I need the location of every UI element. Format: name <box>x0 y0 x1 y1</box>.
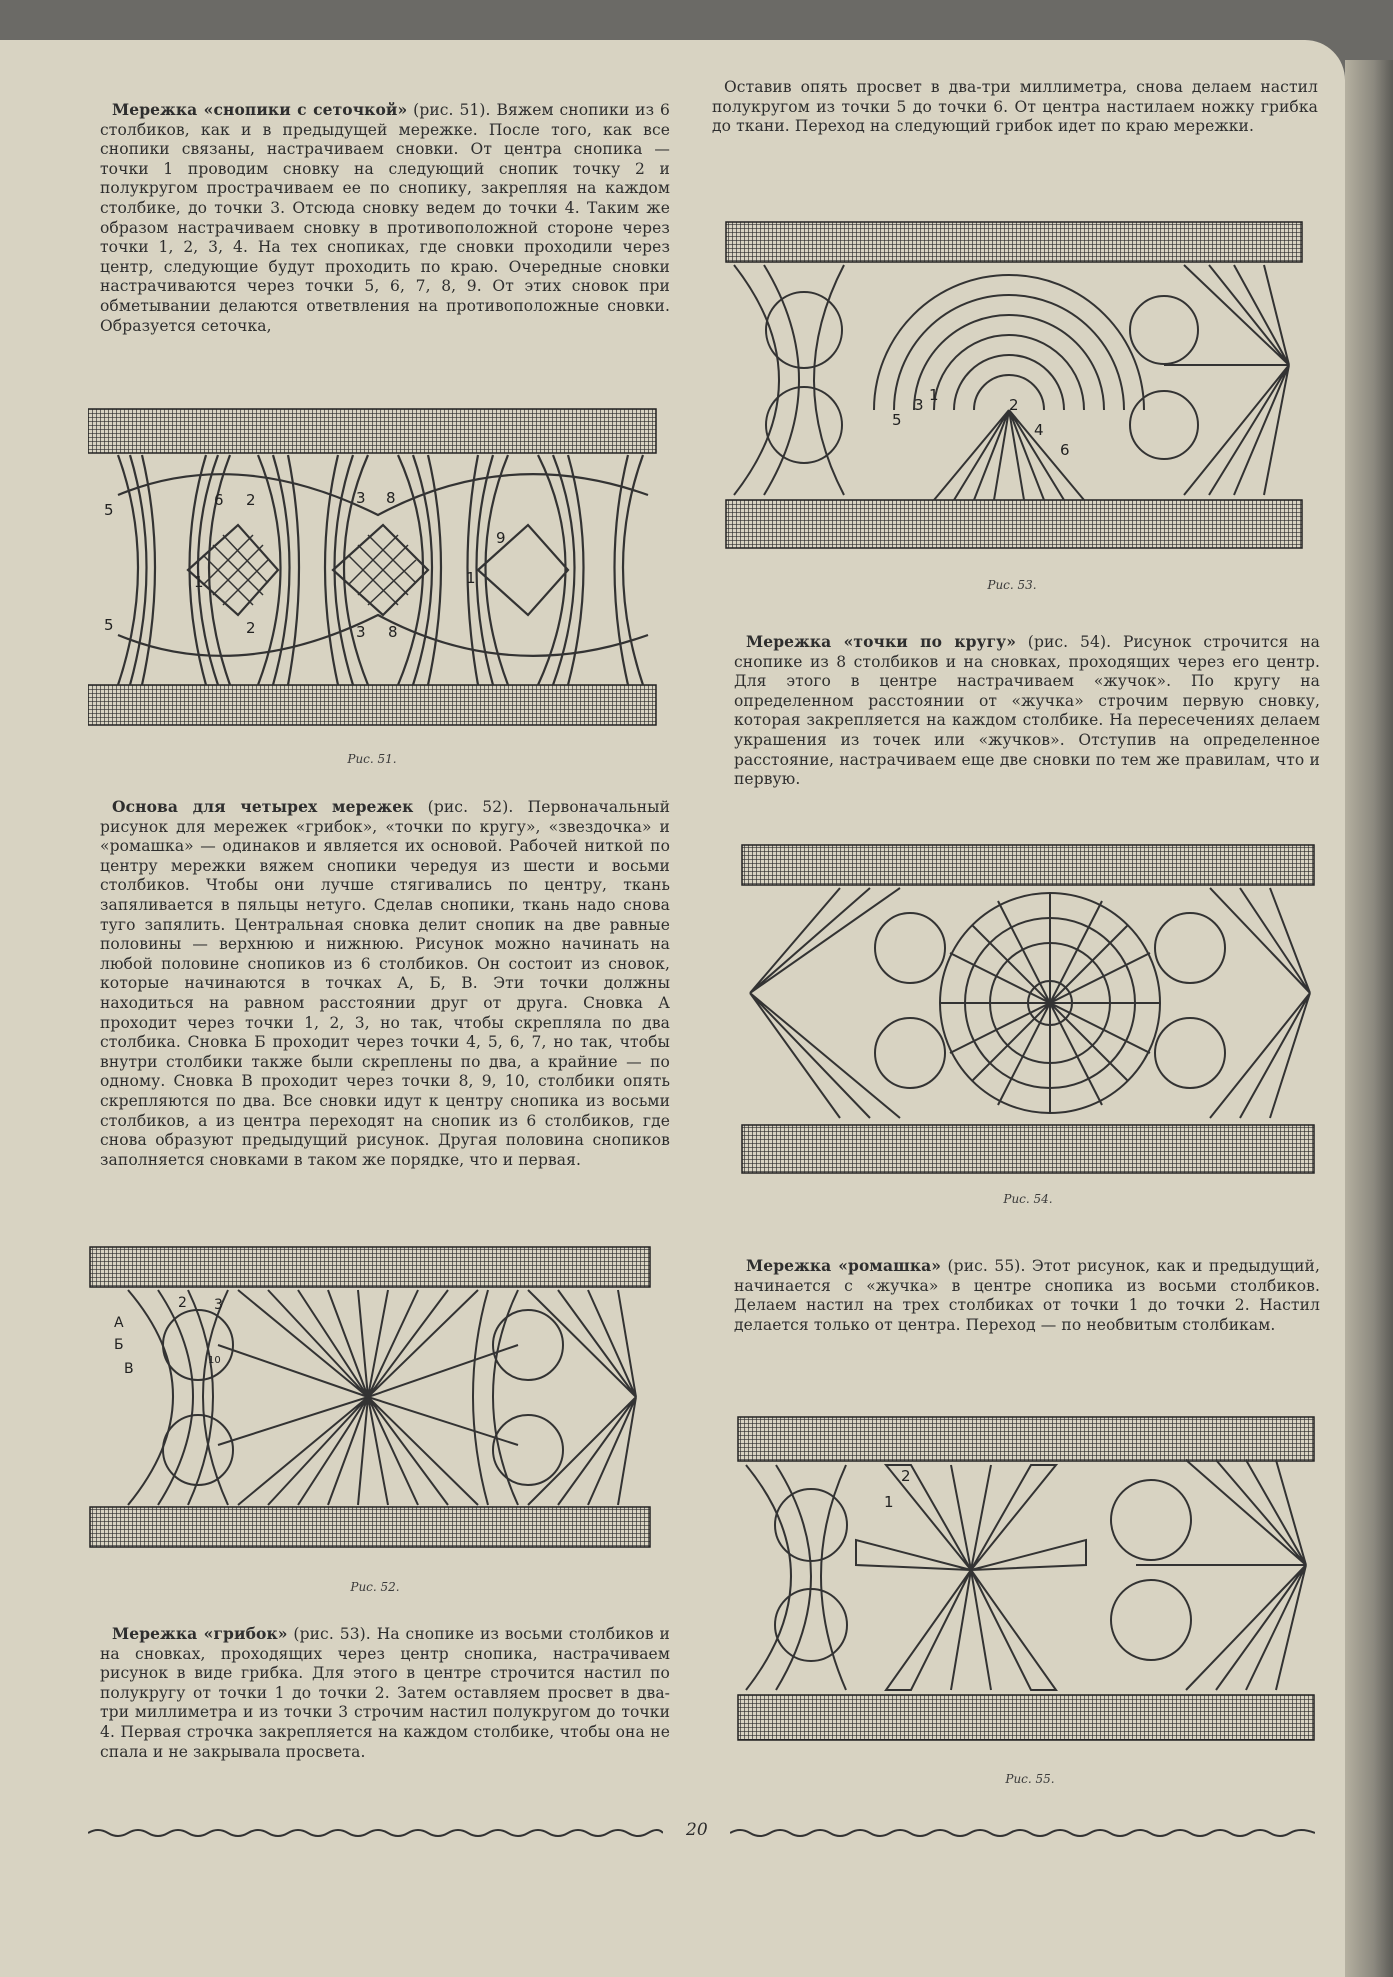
caption-fig51: Рис. 51. <box>347 752 397 766</box>
left-column-mid <box>100 797 670 1170</box>
heading-gribok: Мережка «грибок» <box>112 1624 288 1643</box>
figure-54 <box>740 843 1320 1178</box>
fig51-label-3b: 3 <box>356 623 366 641</box>
fig51-label-8b: 8 <box>388 623 398 641</box>
fig53-label-2: 2 <box>1009 396 1019 414</box>
fig52-label-b: Б <box>114 1337 124 1353</box>
caption-fig54: Рис. 54. <box>1003 1192 1053 1206</box>
body-gribok: (рис. 53). На снопике из восьми столбиков и на сновках, проходящих через центр снопика, настрачиваем рисунок в виде грибка. Для этого в центре строчится настил по полукругу от точки 1 до точки 2. Затем оставляем просвет в два-три миллиметра и из точки 3 строчим настил полукругом до точки 4. Первая строчка закрепляется на каждом столбике, чтобы она не спала и не закрывала просвета. <box>100 1625 670 1761</box>
body-romashka: (рис. 55). Этот рисунок, как и предыдущий, начинается с «жучка» в центре снопика из восьми столбиков. Делаем настил на трех столбиках от точки 1 до точки 2. Настил делается только от центра. Переход — по необвитым столбикам. <box>734 1257 1320 1334</box>
heading-snopiki: Мережка «снопики с сеточкой» <box>112 100 408 119</box>
caption-fig53: Рис. 53. <box>987 578 1037 592</box>
figure-51 <box>88 405 658 730</box>
fig52-label-10: 10 <box>208 1355 221 1366</box>
figure-55-drawing <box>736 1415 1320 1745</box>
fig53-label-4: 4 <box>1034 421 1044 439</box>
left-column-bottom <box>100 1624 670 1762</box>
footer-wave-left <box>88 1826 663 1840</box>
fig51-label-2: 2 <box>246 491 256 509</box>
figure-55 <box>736 1415 1320 1745</box>
fig52-label-v: B <box>124 1361 134 1377</box>
fig53-label-1: 1 <box>929 386 939 404</box>
page-fold-edge <box>1345 60 1393 1977</box>
fig53-label-6: 6 <box>1060 441 1070 459</box>
body-snopiki: (рис. 51). Вяжем снопики из 6 столбиков, как и в предыдущей мережке. После того, как все снопики связаны, настрачиваем сновки. От центра снопика — точки 1 проводим сновку на следующий снопик точку 2 и полукругом прострачиваем ее по снопику, закрепляя на каждом столбике, до точки 3. Отсюда сновку ведем до точки 4. Таким же образом настрачиваем сновку в противоположной стороне через точки 1, 2, 3, 4. На тех снопиках, где сновки проходили через центр, следующие будут проходить по краю. Очередные сновки настрачиваются через точки 5, 6, 7, 8, 9. От этих сновок при обметывании делаются ответвления на противоположные сновки. Образуется сеточка, <box>100 101 670 335</box>
fig51-label-5b: 5 <box>104 616 114 634</box>
figure-53 <box>724 220 1304 560</box>
body-tochki: (рис. 54). Рисунок строчится на снопике из 8 столбиков и на сновках, проходящих через его центр. Для этого в центре настрачиваем «жучок». По кругу на определенном расстоянии от «жучка» строчим первую сновку, которая закрепляется на каждом столбике. На пересечениях делаем украшения из точек или «жучков». Отступив на определенное расстояние, настрачиваем еще две сновки по тем же правилам, что и первую. <box>734 633 1320 789</box>
fig53-label-5: 5 <box>892 411 902 429</box>
footer-wave-right <box>730 1826 1315 1840</box>
caption-fig55: Рис. 55. <box>1005 1772 1055 1786</box>
fig55-label-2: 2 <box>901 1467 911 1485</box>
caption-fig52: Рис. 52. <box>350 1580 400 1594</box>
fig51-label-1a: 1 <box>194 573 204 591</box>
heading-romashka: Мережка «ромашка» <box>746 1256 942 1275</box>
paragraph-fig53-desc <box>100 1624 670 1762</box>
fig51-label-5: 5 <box>104 501 114 519</box>
fig51-label-8: 8 <box>386 489 396 507</box>
paragraph-fig52 <box>100 797 670 1170</box>
right-column-mid <box>734 632 1320 790</box>
fig51-label-6: 6 <box>214 491 224 509</box>
page-number: 20 <box>686 1820 708 1840</box>
fig55-label-1: 1 <box>884 1493 894 1511</box>
left-column <box>100 100 670 336</box>
fig53-label-3: 3 <box>914 396 924 414</box>
paragraph-fig51 <box>100 100 670 336</box>
figure-52 <box>88 1245 658 1550</box>
fig51-label-3: 3 <box>356 489 366 507</box>
paragraph-fig55 <box>734 1256 1320 1335</box>
fig52-label-a: A <box>114 1315 124 1331</box>
fig51-label-2b: 2 <box>246 619 256 637</box>
right-column-bottom <box>734 1256 1320 1335</box>
figure-54-drawing <box>740 843 1320 1178</box>
body-osnova: (рис. 52). Первоначальный рисунок для мережек «грибок», «точки по кругу», «звездочка» и «ромашка» — одинаков и является их основой. Рабочей ниткой по центру мережки вяжем снопики чередуя из шести и восьми столбиков. Чтобы они лучше стягивались по центру, ткань запяливается в пяльцы нетуго. Сделав снопики, ткань надо снова туго запялить. Центральная сновка делит снопик на две равные половины — верхнюю и нижнюю. Рисунок можно начинать на любой половине снопиков из 6 столбиков. Он состоит из сновок, которые начинаются в точках А, Б, В. Эти точки должны находиться на равном расстоянии друг от друга. Сновка А проходит через точки 1, 2, 3, но так, чтобы скрепляла по два столбика. Сновка Б проходит через точки 4, 5, 6, 7, но так, чтобы внутри столбики также были скреплены по два, а крайние — по одному. Сновка В проходит через точки 8, 9, 10, столбики опять скрепляются по два. Все сновки идут к центру снопика из восьми столбиков, а из центра переходят на снопик из 6 столбиков, где снова образуют предыдущий рисунок. Другая половина снопиков заполняется сновками в таком же порядке, что и первая. <box>100 798 670 1169</box>
figure-53-drawing <box>724 220 1304 560</box>
heading-osnova: Основа для четырех мережек <box>112 797 414 816</box>
figure-52-drawing <box>88 1245 658 1550</box>
right-column-top <box>712 78 1318 137</box>
fig52-label-2: 2 <box>178 1295 187 1311</box>
paragraph-gribok-cont: Оставив опять просвет в два-три миллиметра, снова делаем настил полукругом из точки 5 до точки 6. От центра настилаем ножку грибка до ткани. Переход на следующий грибок идет по краю мережки. <box>712 78 1318 136</box>
fig52-label-3: 3 <box>214 1297 223 1313</box>
fig51-label-1b: 1 <box>466 569 476 587</box>
figure-51-drawing <box>88 405 658 730</box>
heading-tochki: Мережка «точки по кругу» <box>746 632 1016 651</box>
fig51-label-9: 9 <box>496 529 506 547</box>
paragraph-fig54 <box>734 632 1320 790</box>
